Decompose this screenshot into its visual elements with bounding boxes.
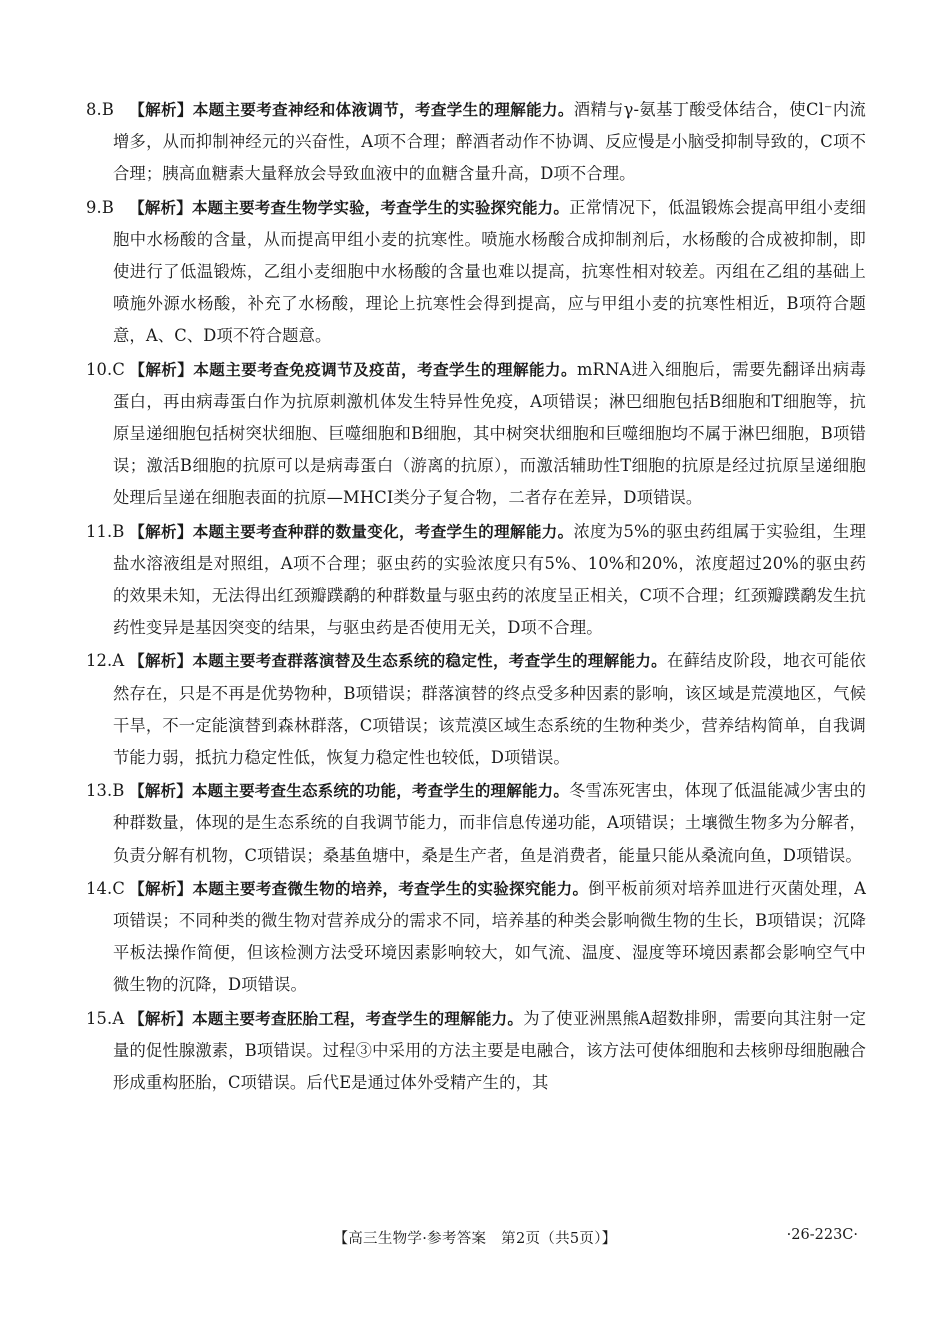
answer-focus: 本题主要考查生物学实验，考查学生的实验探究能力。	[191, 198, 570, 217]
answer-number: 12.A	[86, 651, 125, 671]
answer-focus: 本题主要考查群落演替及生态系统的稳定性，考查学生的理解能力。	[192, 652, 667, 671]
analysis-tag: 【解析】	[129, 198, 192, 217]
answer-list	[86, 94, 866, 1100]
answer-item-12	[86, 645, 866, 774]
answer-number: 11.B	[86, 521, 125, 541]
analysis-tag: 【解析】	[129, 522, 193, 541]
answer-focus: 本题主要考查胚胎工程，考查学生的理解能力。	[192, 1009, 524, 1028]
analysis-tag: 【解析】	[129, 1009, 193, 1028]
answer-item-10	[86, 354, 866, 515]
answer-text: 酒精与γ-氨基丁酸受体结合，使Cl⁻内流增多，从而抑制神经元的兴奋性，A项不合理；醉酒者动作不协调、反应慢是小脑受抑制导致的，C项不合理；胰高血糖素大量释放会导致血液中的血糖含量升高，D项不合理。	[113, 100, 866, 184]
answer-text: 冬雪冻死害虫，体现了低温能减少害虫的种群数量，体现的是生态系统的自我调节能力，而非信息传递功能，A项错误；土壤微生物多为分解者，负责分解有机物，C项错误；桑基鱼塘中，桑是生产者，鱼是消费者，能量只能从桑流向鱼，D项错误。	[113, 781, 867, 865]
answer-focus: 本题主要考查生态系统的功能，考查学生的理解能力。	[191, 782, 570, 801]
page-footer: 【高三生物学·参考答案 第2页（共5页）】	[333, 1231, 617, 1247]
answer-number: 13.B	[86, 781, 125, 801]
answer-text: 正常情况下，低温锻炼会提高甲组小麦细胞中水杨酸的含量，从而提高甲组小麦的抗寒性。喷施水杨酸合成抑制剂后，水杨酸的合成被抑制，即使进行了低温锻炼，乙组小麦细胞中水杨酸的含量也难以提高，抗寒性相对较差。丙组在乙组的基础上喷施外源水杨酸，补充了水杨酸，理论上抗寒性会得到提高，应与甲组小麦的抗寒性相近，B项符合题意，A、C、D项不符合题意。	[113, 197, 867, 346]
answer-text: 倒平板前须对培养皿进行灭菌处理，A项错误；不同种类的微生物对营养成分的需求不同，培养基的种类会影响微生物的生长，B项错误；沉降平板法操作简便，但该检测方法受环境因素影响较大，如气流、温度、湿度等环境因素都会影响空气中微生物的沉降，D项错误。	[113, 878, 866, 995]
answer-focus: 本题主要考查免疫调节及疫苗，考查学生的理解能力。	[193, 360, 577, 379]
analysis-tag: 【解析】	[129, 652, 193, 671]
answer-item-14	[86, 873, 866, 1002]
answer-item-9	[86, 192, 866, 353]
answer-focus: 本题主要考查微生物的培养，考查学生的实验探究能力。	[192, 879, 589, 898]
answer-number: 8.B	[86, 100, 114, 119]
answer-item-15	[86, 1003, 866, 1100]
answer-item-8	[86, 94, 866, 191]
answer-text: 浓度为5%的驱虫药组属于实验组，生理盐水溶液组是对照组，A项不合理；驱虫药的实验浓度只有5%、10%和20%，浓度超过20%的驱虫药的效果未知，无法得出红颈瓣蹼鹬的种群数量与驱虫药的浓度呈正相关，C项不合理；红颈瓣蹼鹬发生抗药性变异是基因突变的结果，与驱虫药是否使用无关，D项不合理。	[113, 521, 866, 638]
answer-item-13	[86, 775, 866, 872]
answer-text: 为了使亚洲黑熊A超数排卵，需要向其注射一定量的促性腺激素，B项错误。过程③中采用的方法主要是电融合，该方法可使体细胞和去核卵母细胞融合形成重构胚胎，C项错误。后代E是通过体外受精产生的，其	[113, 1008, 866, 1093]
analysis-tag: 【解析】	[129, 360, 194, 379]
answer-number: 10.C	[86, 359, 125, 379]
answer-item-11	[86, 516, 866, 645]
answer-number: 9.B	[86, 197, 114, 217]
answer-focus: 本题主要考查种群的数量变化，考查学生的理解能力。	[192, 522, 574, 541]
analysis-tag: 【解析】	[129, 879, 193, 898]
answer-number: 14.C	[86, 878, 125, 898]
answer-focus: 本题主要考查神经和体液调节，考查学生的理解能力。	[192, 101, 574, 119]
analysis-tag: 【解析】	[129, 782, 192, 801]
document-code: ·26-223C·	[786, 1227, 858, 1243]
answer-text: 在藓结皮阶段，地衣可能依然存在，只是不再是优势物种，B项错误；群落演替的终点受多种因素的影响，该区域是荒漠地区，气候干旱，不一定能演替到森林群落，C项错误；该荒漠区域生态系统的生物种类少，营养结构简单，自我调节能力弱，抵抗力稳定性低，恢复力稳定性也较低，D项错误。	[113, 651, 866, 768]
analysis-tag: 【解析】	[129, 101, 193, 119]
answer-number: 15.A	[86, 1008, 125, 1028]
answer-text: mRNA进入细胞后，需要先翻译出病毒蛋白，再由病毒蛋白作为抗原刺激机体发生特异性免疫，A项错误；淋巴细胞包括B细胞和T细胞等，抗原呈递细胞包括树突状细胞、巨噬细胞和B细胞，其中树突状细胞和巨噬细胞均不属于淋巴细胞，B项错误；激活B细胞的抗原可以是病毒蛋白（游离的抗原），而激活辅助性T细胞的抗原是经过抗原呈递细胞处理后呈递在细胞表面的抗原—MHCⅠ类分子复合物，二者存在差异，D项错误。	[113, 359, 866, 508]
